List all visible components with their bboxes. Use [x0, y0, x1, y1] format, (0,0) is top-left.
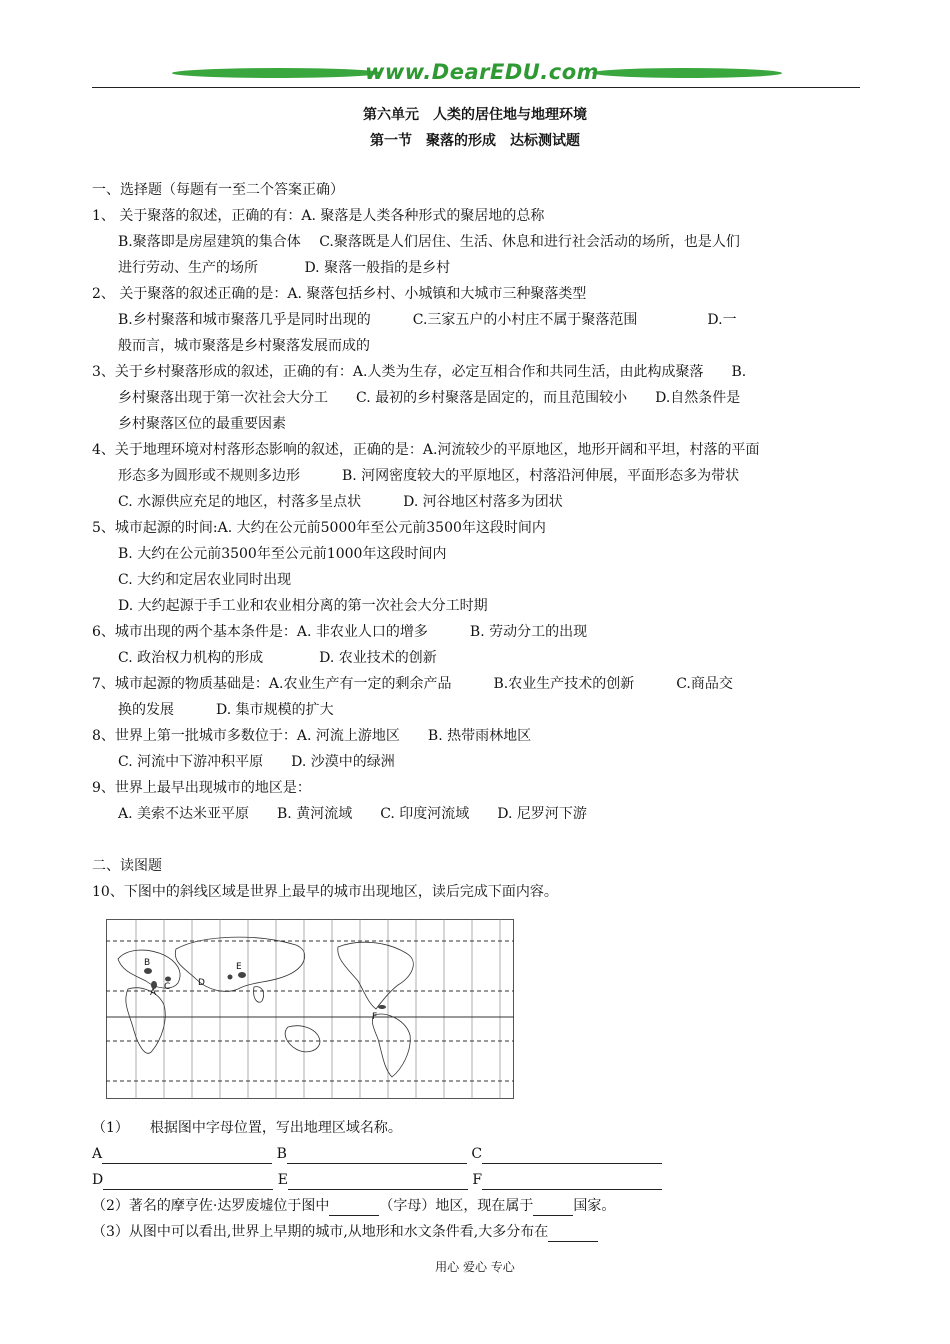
section-title: 第一节 聚落的形成 达标测试题	[370, 133, 580, 149]
question-line: 换的发展 D. 集市规模的扩大	[118, 702, 334, 718]
question-line: 形态多为圆形或不规则多边形 B. 河网密度较大的平原地区，村落沿河伸展，平面形态多为带状	[118, 468, 740, 484]
question-line: 2、 关于聚落的叙述正确的是：A. 聚落包括乡村、小城镇和大城市三种聚落类型	[92, 286, 587, 302]
answer-blank-e[interactable]	[288, 1175, 468, 1190]
sub-question-1: （1） 根据图中字母位置，写出地理区域名称。	[92, 1120, 402, 1136]
question-line: C. 大约和定居农业同时出现	[118, 572, 292, 588]
answer-label-e: E	[277, 1172, 288, 1188]
header-swoosh-right	[590, 68, 784, 78]
answer-blank-b[interactable]	[287, 1149, 467, 1164]
sub2-blank-country[interactable]	[533, 1201, 573, 1216]
sub2-text-c: 国家。	[573, 1198, 616, 1214]
question-line: 般而言，城市聚落是乡村聚落发展而成的	[118, 338, 370, 354]
header-rule	[92, 87, 860, 88]
answer-row-1	[92, 1144, 662, 1164]
sub3-text: （3）从图中可以看出,世界上早期的城市,从地形和水文条件看,大多分布在	[92, 1224, 549, 1240]
map-letter-e: E	[236, 962, 242, 972]
sub-question-3	[92, 1222, 598, 1242]
map-letter-a: A	[150, 988, 157, 998]
question-line: 乡村聚落出现于第一次社会大分工 C. 最初的乡村聚落是固定的，而且范围较小 D.自然条件是	[118, 390, 741, 406]
question-line: C. 政治权力机构的形成 D. 农业技术的创新	[118, 650, 437, 666]
answer-blank-f[interactable]	[482, 1175, 662, 1190]
map-letter-f: F	[372, 1012, 378, 1022]
answer-blank-a[interactable]	[102, 1149, 272, 1164]
part1-heading: 一、选择题（每题有一至二个答案正确）	[92, 182, 344, 198]
page-header	[92, 62, 860, 92]
question-line: 9、世界上最早出现城市的地区是：	[92, 780, 311, 796]
answer-label-f: F	[472, 1172, 483, 1188]
question-line: 乡村聚落区位的最重要因素	[118, 416, 286, 432]
question-line: 7、城市起源的物质基础是：A.农业生产有一定的剩余产品 B.农业生产技术的创新 C.商品交	[92, 676, 733, 692]
sub2-blank-letter[interactable]	[329, 1201, 379, 1216]
world-map-figure	[106, 919, 514, 1099]
answer-row-2	[92, 1170, 662, 1190]
question-line: 6、城市出现的两个基本条件是：A. 非农业人口的增多 B. 劳动分工的出现	[92, 624, 588, 640]
question-line: 进行劳动、生产的场所 D. 聚落一般指的是乡村	[118, 260, 451, 276]
question-line: B.聚落即是房屋建筑的集合体 C.聚落既是人们居住、生活、休息和进行社会活动的场所，也是人们	[118, 234, 740, 250]
answer-label-a: A	[92, 1146, 103, 1162]
answer-label-b: B	[276, 1146, 287, 1162]
question-line: A. 美索不达米亚平原 B. 黄河流域 C. 印度河流域 D. 尼罗河下游	[118, 806, 587, 822]
answer-label-c: C	[471, 1146, 483, 1162]
header-swoosh-left	[170, 68, 384, 78]
question-line: B. 大约在公元前3500年至公元前1000年这段时间内	[118, 546, 447, 562]
question-line: B.乡村聚落和城市聚落几乎是同时出现的 C.三家五户的小村庄不属于聚落范围 D.一	[118, 312, 737, 328]
question-line: 8、世界上第一批城市多数位于：A. 河流上游地区 B. 热带雨林地区	[92, 728, 532, 744]
page-footer: 用心 爱心 专心	[435, 1260, 515, 1274]
sub2-text-a: （2）著名的摩亨佐·达罗废墟位于图中	[92, 1198, 330, 1214]
sub-question-2	[92, 1196, 615, 1216]
answer-blank-c[interactable]	[482, 1149, 662, 1164]
question-line: D. 大约起源于手工业和农业相分离的第一次社会大分工时期	[118, 598, 488, 614]
map-letter-c: C	[164, 982, 171, 992]
unit-title: 第六单元 人类的居住地与地理环境	[363, 107, 587, 123]
question-10: 10、下图中的斜线区域是世界上最早的城市出现地区，读后完成下面内容。	[92, 884, 558, 900]
question-line: 3、关于乡村聚落形成的叙述，正确的有：A.人类为生存，必定互相合作和共同生活，由此构成聚落 B.	[92, 364, 747, 380]
part2-heading: 二、读图题	[92, 858, 162, 874]
question-line: C. 河流中下游冲积平原 D. 沙漠中的绿洲	[118, 754, 395, 770]
answer-label-d: D	[92, 1172, 104, 1188]
map-letter-b: B	[144, 958, 151, 968]
question-line: 1、 关于聚落的叙述，正确的有：A. 聚落是人类各种形式的聚居地的总称	[92, 208, 545, 224]
question-line: 4、关于地理环境对村落形态影响的叙述，正确的是：A.河流较少的平原地区，地形开阔和平坦，村落的平面	[92, 442, 760, 458]
sub3-blank[interactable]	[548, 1227, 598, 1242]
answer-blank-d[interactable]	[103, 1175, 273, 1190]
map-letter-d: D	[198, 978, 205, 988]
question-line: 5、城市起源的时间:A. 大约在公元前5000年至公元前3500年这段时间内	[92, 520, 546, 536]
brand-logo: www.DearEDU.com	[364, 60, 600, 84]
question-line: C. 水源供应充足的地区，村落多呈点状 D. 河谷地区村落多为团状	[118, 494, 563, 510]
sub2-text-b: （字母）地区，现在属于	[379, 1198, 534, 1214]
